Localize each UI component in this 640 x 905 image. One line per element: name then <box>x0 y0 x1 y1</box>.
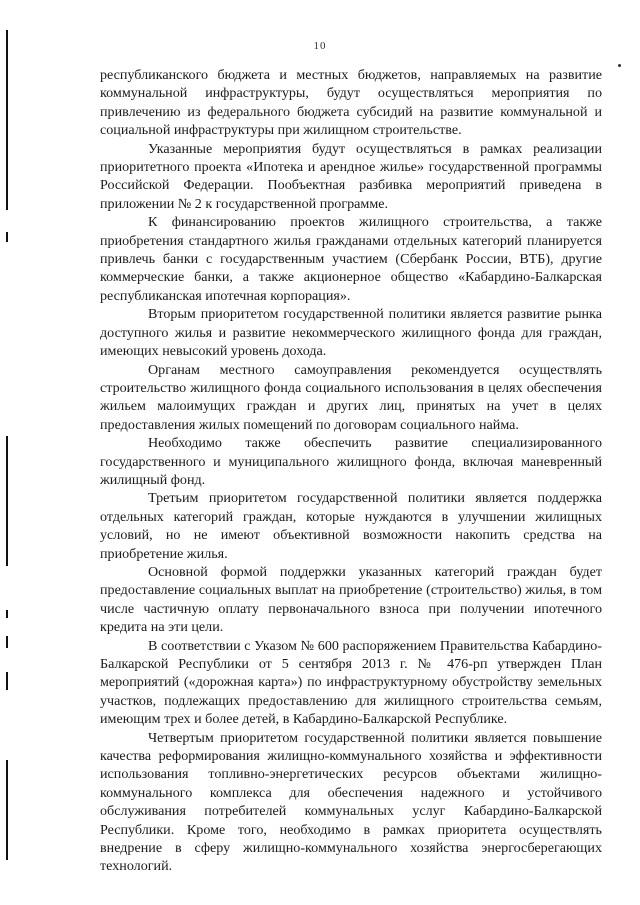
scan-binding-mark <box>6 232 8 242</box>
paragraph: Органам местного самоуправления рекомендуется осуществлять строительство жилищного фонда социального использования в целях обеспечения жильем малоимущих граждан и других лиц, принятых на учет в целях предоставления жилых помещений по договорам социального найма. <box>100 361 602 433</box>
paragraph: В соответствии с Указом № 600 распоряжением Правительства Кабардино-Балкарской Республики от 5 сентября 2013 г. № 476-рп утвержден План мероприятий («дорожная карта») по инфраструктурному обустройству земельных участков, подлежащих предоставлению для жилищного строительства семьям, имеющим трех и более детей, в Кабардино-Балкарской Республике. <box>100 637 602 728</box>
paragraph-continuation: республиканского бюджета и местных бюджетов, направляемых на развитие коммунальной инфраструктуры, будут осуществляться мероприятия по привлечению из федерального бюджета субсидий на развитие коммунальной и социальной инфраструктуры при жилищном строительстве. <box>100 67 602 139</box>
scan-binding-mark <box>6 672 8 690</box>
scan-binding-mark <box>6 760 8 860</box>
paragraph: Указанные мероприятия будут осуществляться в рамках реализации приоритетного проекта «Ипотека и арендное жилье» государственной программы Российской Федерации. Пообъектная разбивка мероприятий приведена в приложении № 2 к государственной программе. <box>100 140 602 212</box>
scan-binding-mark <box>6 610 8 618</box>
scan-binding-mark <box>6 30 8 210</box>
paragraph: Четвертым приоритетом государственной политики является повышение качества реформирования жилищно-коммунального хозяйства и эффективности использования топливно-энергетических ресурсов объектами жилищно-коммунального комплекса для обеспечения надежного и устойчивого обслуживания потребителей коммунальных услуг Кабардино-Балкарской Республики. Кроме того, необходимо в рамках приоритета осуществлять внедрение в сферу жилищно-коммунального хозяйства энергосберегающих технологий. <box>100 729 602 875</box>
page-number: 10 <box>313 40 327 52</box>
scan-binding-mark <box>6 436 8 566</box>
scan-binding-mark <box>6 636 8 648</box>
paragraph: Вторым приоритетом государственной политики является развитие рынка доступного жилья и развитие некоммерческого жилищного фонда для граждан, имеющих невысокий уровень дохода. <box>100 306 602 360</box>
paragraph: Необходимо также обеспечить развитие специализированного государственного и муниципального жилищного фонда, включая маневренный жилищный фонд. <box>100 435 602 488</box>
paragraph: Основной формой поддержки указанных категорий граждан будет предоставление социальных выплат на приобретение (строительство) жилья, в том числе частичную оплату первоначального взноса при получении ипотечного кредита на эти цели. <box>100 563 602 636</box>
scan-speck <box>618 64 621 67</box>
paragraph: Третьим приоритетом государственной политики является поддержка отдельных категорий граждан, которые нуждаются в улучшении жилищных условий, но не имеют объективной возможности накопить средства на приобретение жилья. <box>100 490 602 562</box>
document-body <box>100 66 602 876</box>
paragraph: К финансированию проектов жилищного строительства, а также приобретения стандартного жилья гражданами отдельных категорий планируется привлечь банки с государственным участием (Сбербанк России, ВТБ), другие коммерческие банки, а также акционерное общество «Кабардино-Балкарская республиканская ипотечная корпорация». <box>100 214 602 304</box>
